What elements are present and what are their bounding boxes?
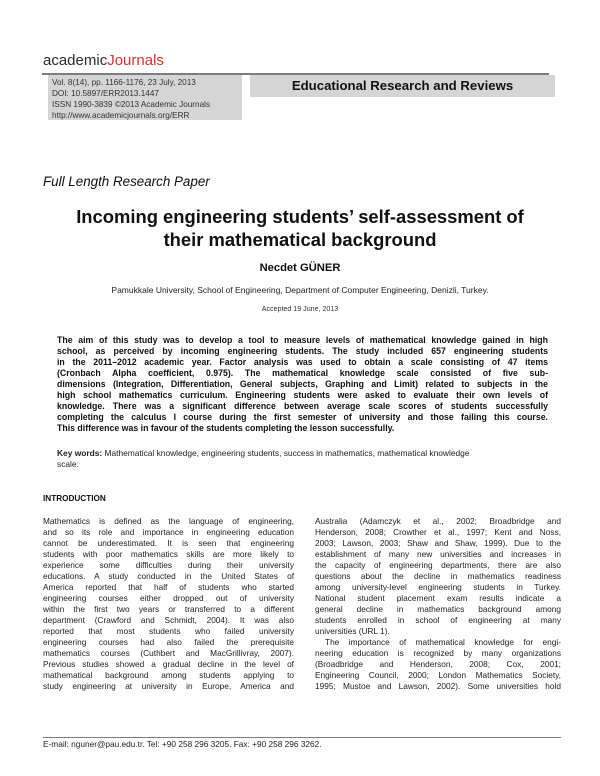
body-text-line: Engineering Council, 2000; London Mathematics Society, — [315, 670, 561, 680]
body-text-line: reported that most students who failed university — [43, 626, 294, 636]
body-text-line: Henderson, 2008; Crowther et al., 1997; Kent and Noss, — [315, 527, 561, 537]
paper-title — [40, 205, 560, 251]
keywords-label: Key words: — [57, 448, 103, 458]
issn-info: ISSN 1990-3839 ©2013 Academic Journals — [52, 100, 211, 109]
body-text-line: universities (URL 1). — [315, 626, 390, 636]
body-text-line: study engineering at university in Europe, America and — [43, 681, 294, 691]
keywords-list: Mathematical knowledge, engineering students, success in mathematics, mathematical knowledge — [104, 448, 470, 458]
doi-info: DOI: 10.5897/ERR2013.1447 — [52, 89, 159, 98]
body-text-line: general decline in mathematics background among — [315, 604, 561, 614]
body-text-line: students with poor mathematics skills are more likely to — [43, 549, 294, 559]
abstract-line: The aim of this study was to develop a tool to measure levels of mathematical knowledge gained in high — [57, 335, 548, 345]
body-text-line: engineering courses either dropped out of university — [43, 593, 294, 603]
body-text-line: National student placement exam results indicate a — [315, 593, 561, 603]
abstract-line: dimensions (Integration, Differentiation, General subjects, Graphing and Limit) related to subjects in the — [57, 379, 548, 389]
keywords-continued: scale. — [57, 459, 79, 469]
brand-suffix: Journals — [107, 52, 164, 69]
journal-name: Educational Research and Reviews — [250, 75, 555, 97]
article-type: Full Length Research Paper — [43, 174, 210, 189]
abstract-line: school, as perceived by incoming engineering students. The study included 657 engineering students — [57, 346, 548, 356]
abstract-box — [43, 326, 562, 474]
footer-divider — [43, 737, 561, 738]
body-text-line: 2003; Lawson, 2003; Shaw and Shaw, 1999). Due to the — [315, 538, 561, 548]
volume-info: Vol. 8(14), pp. 1166-1176, 23 July, 2013 — [52, 78, 196, 87]
keywords — [57, 448, 548, 458]
author-affiliation: Pamukkale University, School of Engineering, Department of Computer Engineering, Denizli, Turkey. — [111, 285, 489, 295]
body-text-line: questions about the decline in mathematics readiness — [315, 571, 561, 581]
abstract-line: high school mathematics curriculum. Engineering students were asked to evaluate their own levels of — [57, 390, 548, 400]
body-text-line: neering education is recognized by many organizations — [315, 648, 561, 658]
body-text-line: mathematics courses (Cuthbert and MacGrillivray, 2007). — [43, 648, 294, 658]
body-text-line: within the first two years or transferred to a different — [43, 604, 294, 614]
title-line: their mathematical background — [163, 229, 437, 250]
body-text-line: (Broadbridge and Henderson, 2008; Cox, 2001; — [315, 659, 561, 669]
body-text-line: Australia (Adamczyk et al., 2002; Broadbridge and — [315, 516, 561, 526]
title-line: Incoming engineering students’ self-assessment of — [76, 206, 524, 227]
body-text-line: cannot be underestimated. It is seen that engineering — [43, 538, 294, 548]
body-text-line: Mathematics is defined as the language of engineering, — [43, 516, 294, 526]
body-text-line: students enrolled in school of engineering at many — [315, 615, 561, 625]
body-text-line: the capacity of engineering departments, there are also — [315, 560, 561, 570]
abstract-line: (Cronbach Alpha coefficient, 0.975). The mathematical knowledge scale consisted of five sub- — [57, 368, 548, 378]
body-text-line: 1995; Mustoe and Lawson, 2002). Some universities hold — [315, 681, 561, 691]
abstract-line: This difference was in favour of the students completing the lesson successfully. — [57, 423, 395, 433]
section-heading-introduction: INTRODUCTION — [43, 494, 106, 503]
body-text-line: experience some difficulties during their university — [43, 560, 294, 570]
body-text-line: department (Crawford and Schmidt, 2004). It was also — [43, 615, 294, 625]
body-text-line: America reported that half of students who started — [43, 582, 294, 592]
body-text-line: engineering courses had also failed the prerequisite — [43, 637, 294, 647]
body-text-line: among university-level engineering students in Turkey. — [315, 582, 561, 592]
abstract-line: knowledge. There was a significant difference between average scale scores of students successfully — [57, 401, 548, 411]
abstract-line: completing the calculus I course during the first semester of university and those failing this course. — [57, 412, 548, 422]
brand-prefix: academic — [43, 52, 108, 69]
body-text-line: establishment of many new universities and increases in — [315, 549, 561, 559]
body-text-line: Previous studies showed a gradual decline in the level of — [43, 659, 294, 669]
author-name: Necdet GÜNER — [259, 262, 341, 274]
accepted-date: Accepted 19 June, 2013 — [261, 305, 339, 313]
body-text-line: educations. A study conducted in the United States of — [43, 571, 294, 581]
body-text-line: mathematical background among students applying to — [43, 670, 294, 680]
journal-url[interactable]: http://www.academicjournals.org/ERR — [52, 111, 190, 120]
body-text-line: and so its role and importance in engineering education — [43, 527, 294, 537]
abstract-line: in the 2011–2012 academic year. Factor analysis was used to obtain a scale consisting of 47 items — [57, 357, 548, 367]
journal-brand-logo — [43, 52, 164, 70]
journal-info-box — [48, 75, 242, 120]
body-text-line: The importance of mathematical knowledge for engi- — [325, 637, 561, 647]
contact-footer: E-mail: nguner@pau.edu.tr. Tel: +90 258 296 3205. Fax: +90 258 296 3262. — [43, 739, 322, 749]
